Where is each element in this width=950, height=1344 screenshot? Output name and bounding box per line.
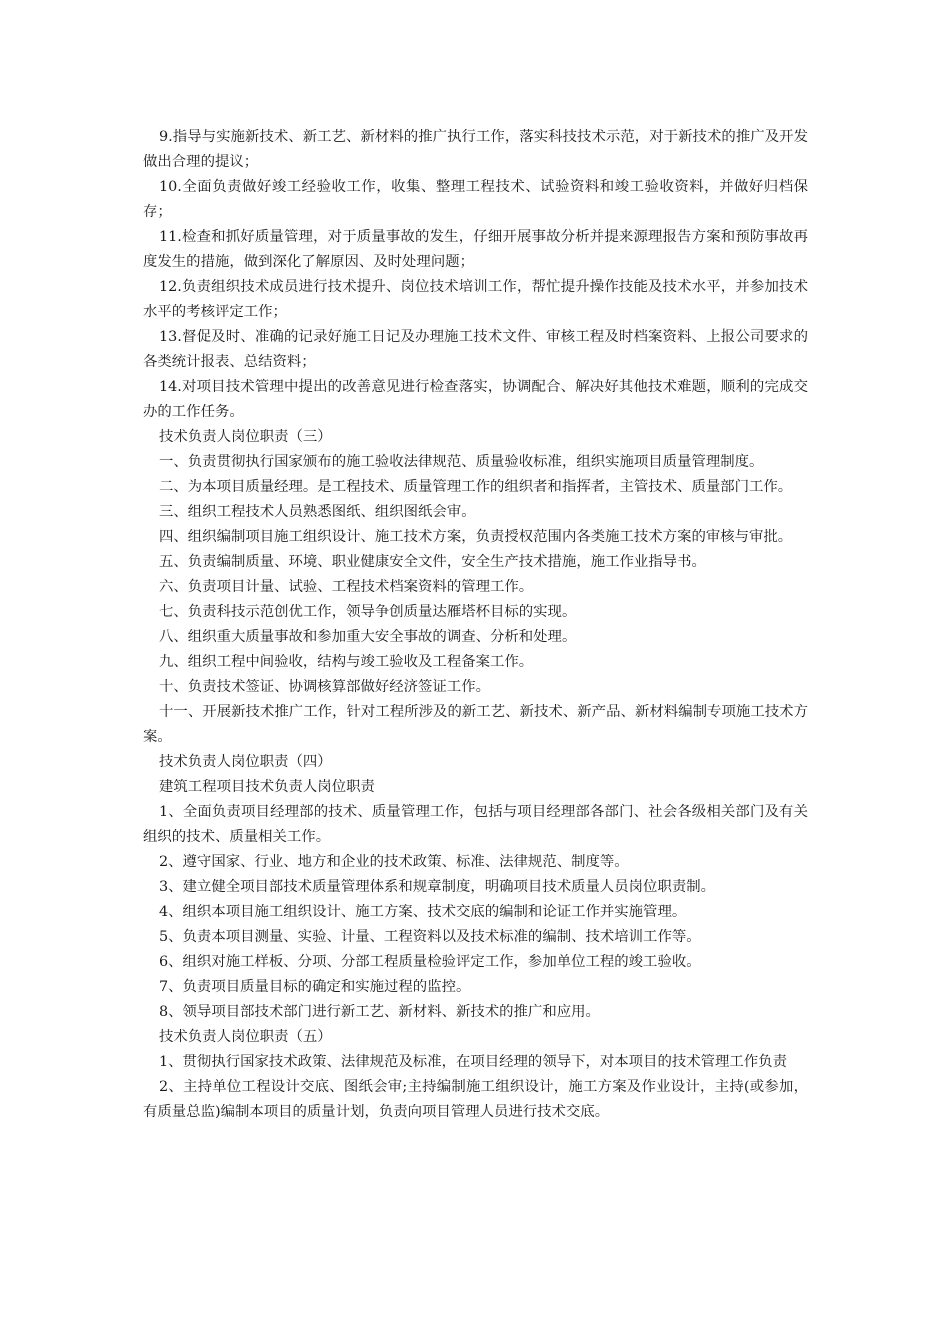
duty-item-7: 七、负责科技示范创优工作，领导争创质量达雁塔杯目标的实现。 <box>159 604 577 620</box>
paragraph-item-12: 12.负责组织技术成员进行技术提升、岗位技术培训工作，帮忙提升操作技能及技术水平，并参加技术水平的考核评定工作； <box>143 279 808 320</box>
section-heading-5: 技术负责人岗位职责（五） <box>159 1029 332 1045</box>
duty-item-5: 五、负责编制质量、环境、职业健康安全文件，安全生产技术措施，施工作业指导书。 <box>159 554 706 570</box>
duty-item-9: 九、组织工程中间验收，结构与竣工验收及工程备案工作。 <box>159 654 534 670</box>
paragraph-item-13: 13.督促及时、准确的记录好施工日记及办理施工技术文件、审核工程及时档案资料、上报公司要求的各类统计报表、总结资料； <box>143 329 808 370</box>
numbered-item-5: 5、负责本项目测量、实验、计量、工程资料以及技术标准的编制、技术培训工作等。 <box>159 929 701 945</box>
section-subheading: 建筑工程项目技术负责人岗位职责 <box>159 779 375 795</box>
paragraph-item-9: 9.指导与实施新技术、新工艺、新材料的推广执行工作，落实科技技术示范，对于新技术的推广及开发做出合理的提议； <box>143 129 808 170</box>
paragraph-item-10: 10.全面负责做好竣工经验收工作，收集、整理工程技术、试验资料和竣工验收资料，并做好归档保存； <box>143 179 808 220</box>
numbered-item-1: 1、全面负责项目经理部的技术、质量管理工作，包括与项目经理部各部门、社会各级相关部门及有关组织的技术、质量相关工作。 <box>143 804 808 845</box>
section-heading-3: 技术负责人岗位职责（三） <box>159 429 332 445</box>
paragraph-item-11: 11.检查和抓好质量管理，对于质量事故的发生，仔细开展事故分析并提来源理报告方案和预防事故再度发生的措施，做到深化了解原因、及时处理问题； <box>143 229 808 270</box>
duty-item-10: 十、负责技术签证、协调核算部做好经济签证工作。 <box>159 679 490 695</box>
numbered-item-6: 6、组织对施工样板、分项、分部工程质量检验评定工作，参加单位工程的竣工验收。 <box>159 954 701 970</box>
responsibility-item-2: 2、主持单位工程设计交底、图纸会审;主持编制施工组织设计，施工方案及作业设计，主持(或参加，有质量总监)编制本项目的质量计划，负责向项目管理人员进行技术交底。 <box>143 1079 808 1120</box>
duty-item-11: 十一、开展新技术推广工作，针对工程所涉及的新工艺、新技术、新产品、新材料编制专项施工技术方案。 <box>143 704 808 745</box>
duty-item-2: 二、为本项目质量经理。是工程技术、质量管理工作的组织者和指挥者，主管技术、质量部门工作。 <box>159 479 793 495</box>
numbered-item-4: 4、组织本项目施工组织设计、施工方案、技术交底的编制和论证工作并实施管理。 <box>159 904 687 920</box>
numbered-item-8: 8、领导项目部技术部门进行新工艺、新材料、新技术的推广和应用。 <box>159 1004 600 1020</box>
responsibility-item-1: 1、贯彻执行国家技术政策、法律规范及标准，在项目经理的领导下，对本项目的技术管理工作负责 <box>159 1054 787 1070</box>
numbered-item-3: 3、建立健全项目部技术质量管理体系和规章制度，明确项目技术质量人员岗位职责制。 <box>159 879 716 895</box>
numbered-item-7: 7、负责项目质量目标的确定和实施过程的监控。 <box>159 979 471 995</box>
duty-item-1: 一、负责贯彻执行国家颁布的施工验收法律规范、质量验收标准，组织实施项目质量管理制度。 <box>159 454 764 470</box>
paragraph-item-14: 14.对项目技术管理中提出的改善意见进行检查落实，协调配合、解决好其他技术难题，顺利的完成交办的工作任务。 <box>143 379 808 420</box>
document-body <box>143 125 808 1125</box>
duty-item-6: 六、负责项目计量、试验、工程技术档案资料的管理工作。 <box>159 579 534 595</box>
numbered-item-2: 2、遵守国家、行业、地方和企业的技术政策、标准、法律规范、制度等。 <box>159 854 629 870</box>
duty-item-3: 三、组织工程技术人员熟悉图纸、组织图纸会审。 <box>159 504 476 520</box>
section-heading-4: 技术负责人岗位职责（四） <box>159 754 332 770</box>
duty-item-8: 八、组织重大质量事故和参加重大安全事故的调查、分析和处理。 <box>159 629 577 645</box>
duty-item-4: 四、组织编制项目施工组织设计、施工技术方案，负责授权范围内各类施工技术方案的审核与审批。 <box>159 529 793 545</box>
